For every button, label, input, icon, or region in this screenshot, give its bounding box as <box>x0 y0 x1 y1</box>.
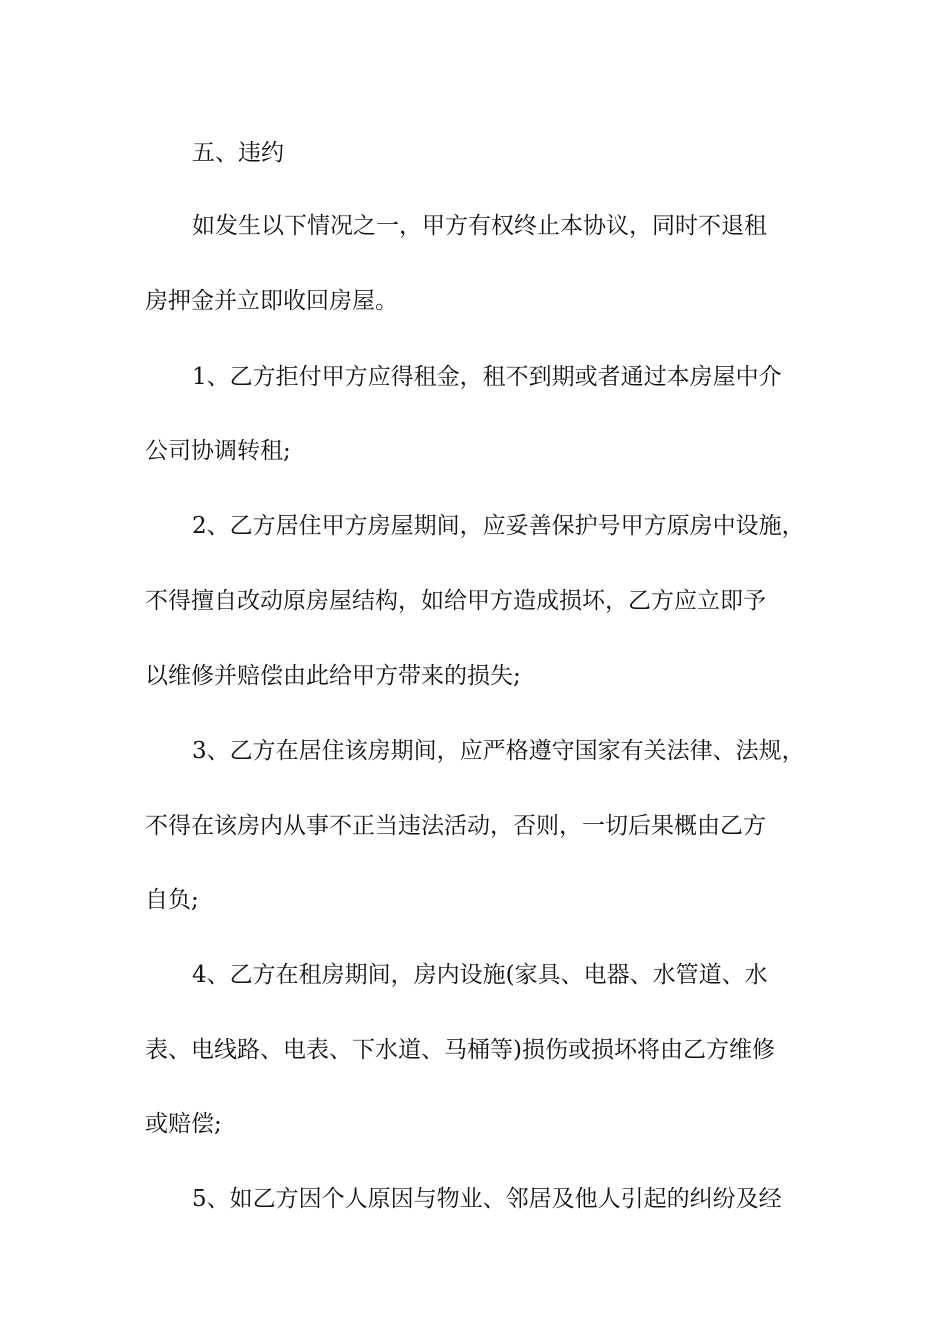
paragraph-line: 2、乙方居住甲方房屋期间，应妥善保护号甲方原房中设施， <box>192 513 805 539</box>
paragraph-line: 自负; <box>145 887 199 913</box>
section-heading: 五、违约 <box>192 140 284 166</box>
paragraph-line: 以维修并赔偿由此给甲方带来的损失; <box>145 663 521 689</box>
paragraph-line: 房押金并立即收回房屋。 <box>145 288 398 314</box>
paragraph-line: 4、乙方在租房期间，房内设施(家具、电器、水管道、水 <box>192 962 768 988</box>
paragraph-line: 或赔偿; <box>145 1111 222 1137</box>
paragraph-line: 1、乙方拒付甲方应得租金，租不到期或者通过本房屋中介 <box>192 364 782 390</box>
paragraph-line: 公司协调转租; <box>145 438 291 464</box>
paragraph-line: 不得擅自改动原房屋结构，如给甲方造成损坏，乙方应立即予 <box>145 588 766 614</box>
paragraph-line: 如发生以下情况之一，甲方有权终止本协议，同时不退租 <box>192 213 767 239</box>
paragraph-line: 3、乙方在居住该房期间，应严格遵守国家有关法律、法规， <box>192 738 805 764</box>
paragraph-line: 不得在该房内从事不正当违法活动，否则，一切后果概由乙方 <box>145 813 766 839</box>
paragraph-line: 5、如乙方因个人原因与物业、邻居及他人引起的纠纷及经 <box>192 1186 782 1212</box>
paragraph-line: 表、电线路、电表、下水道、马桶等)损伤或损坏将由乙方维修 <box>145 1037 775 1063</box>
